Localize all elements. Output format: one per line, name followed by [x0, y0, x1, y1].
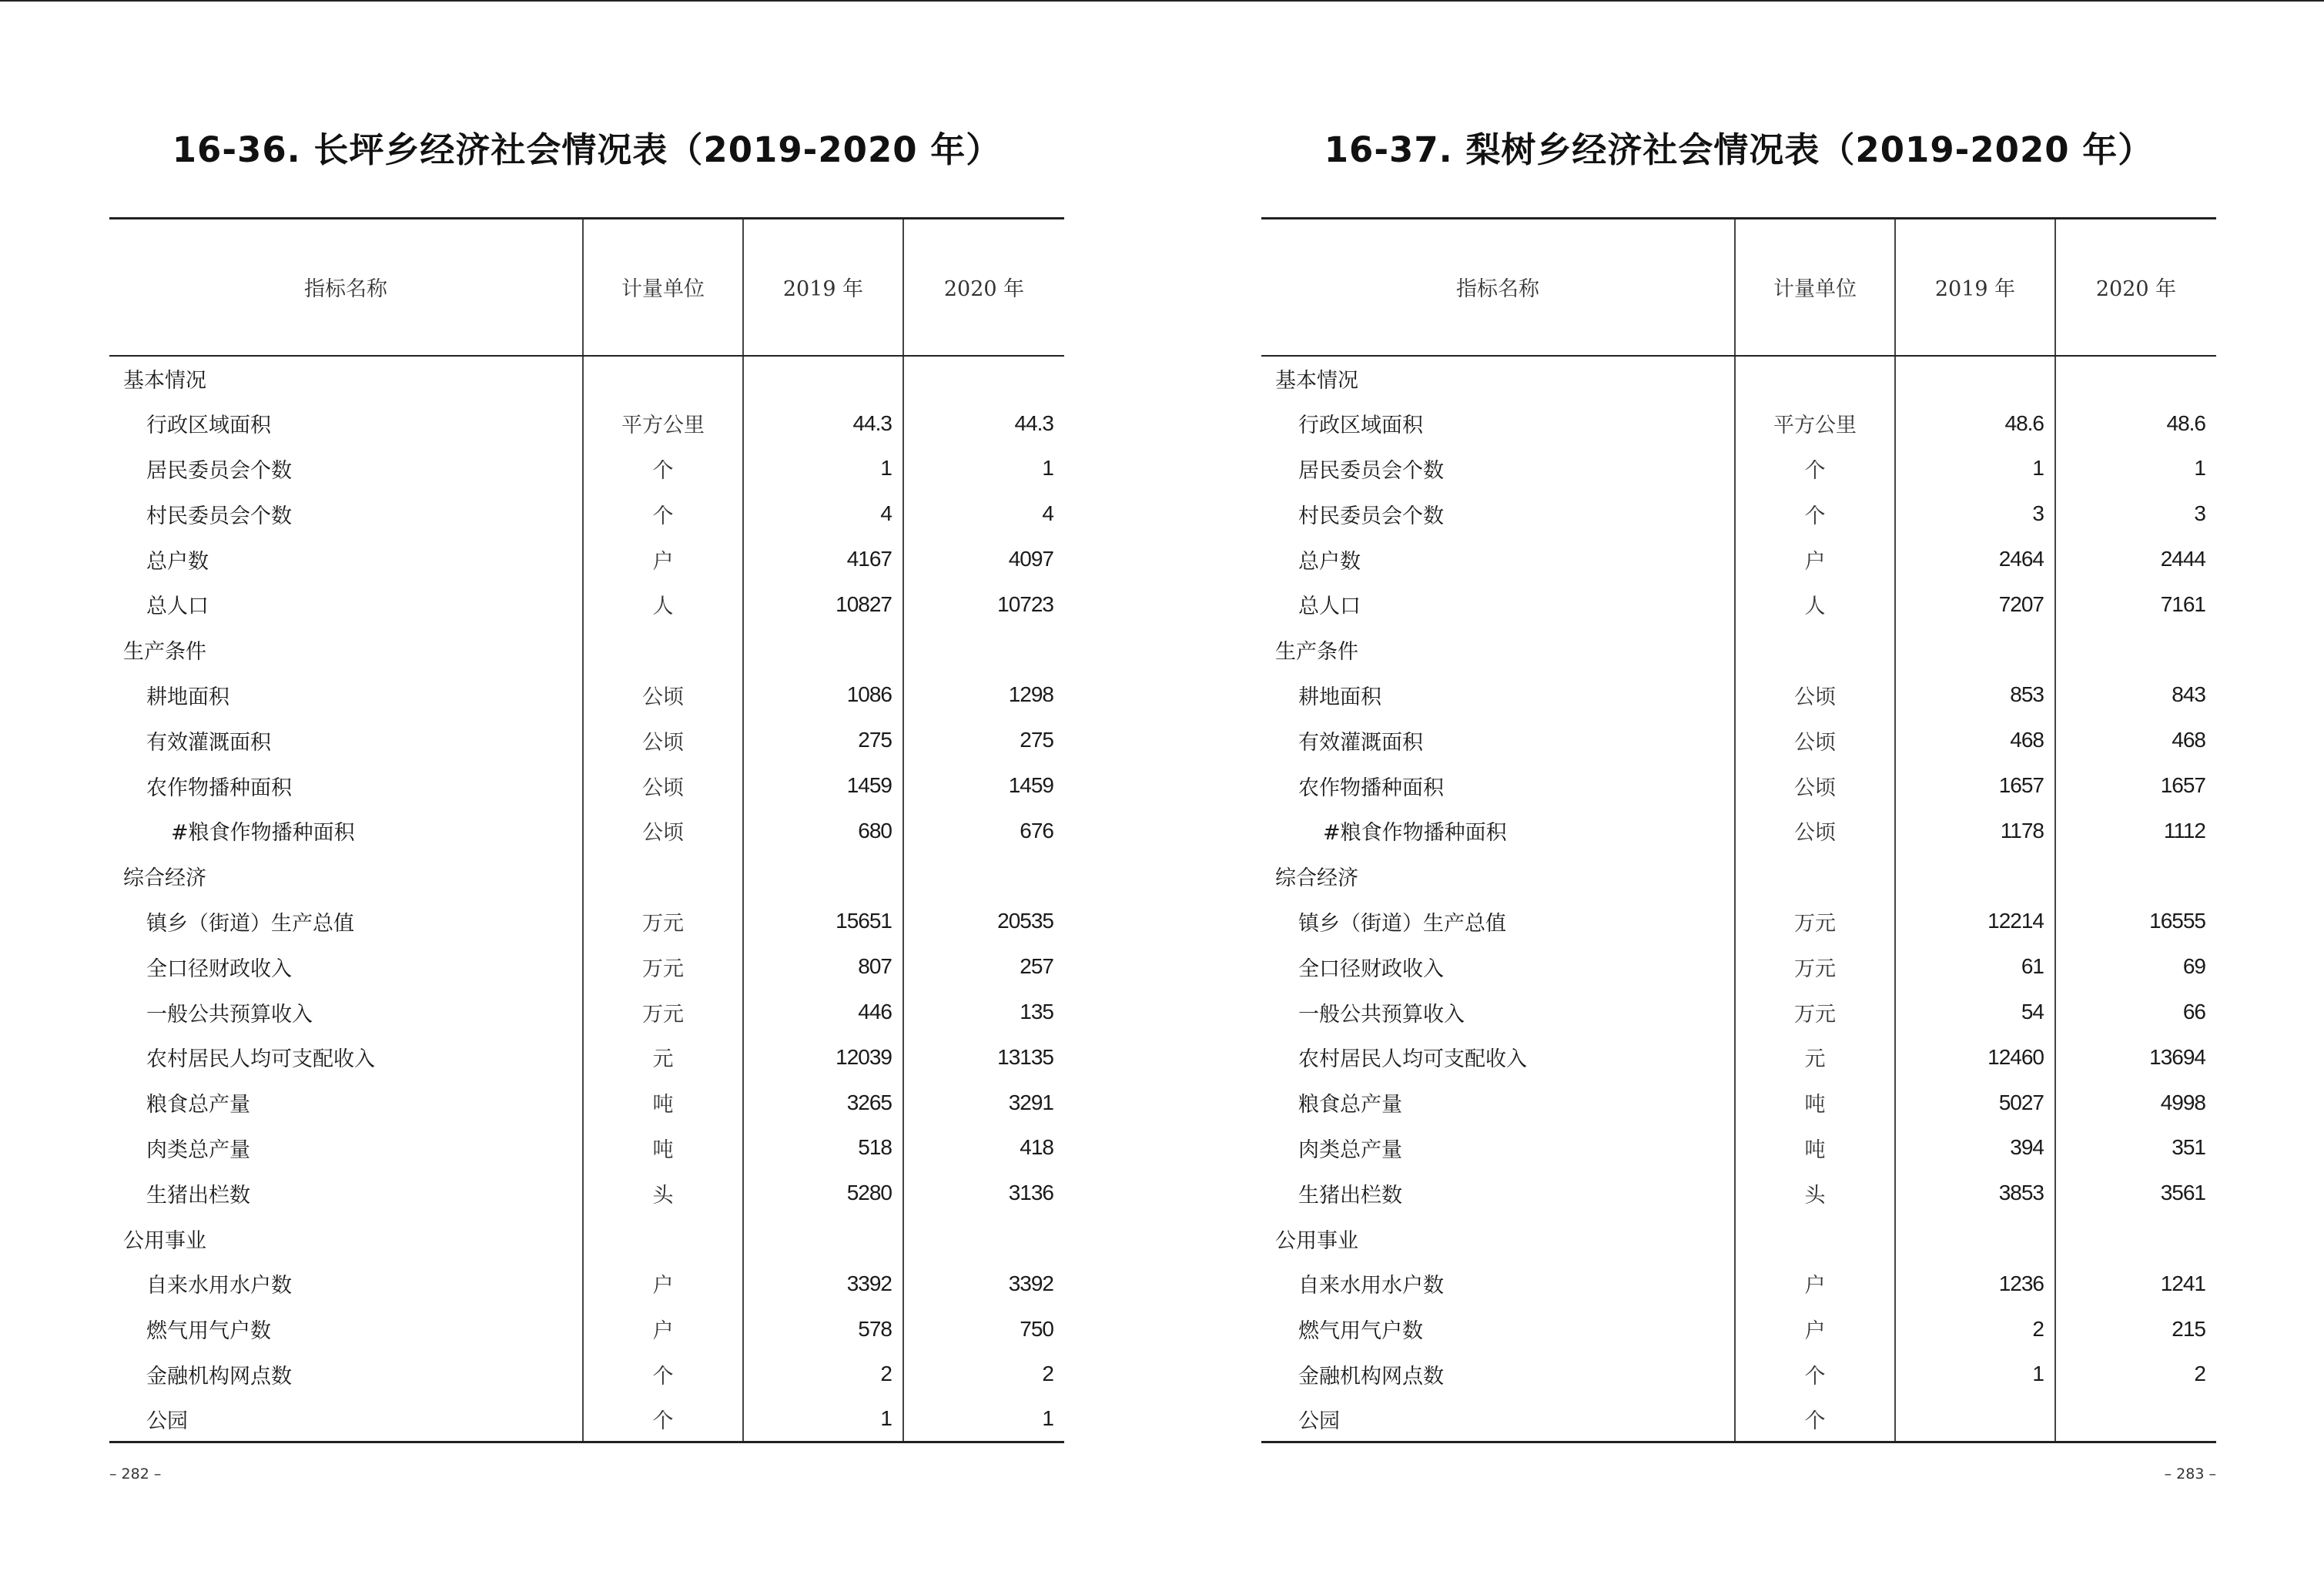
value-2020-cell — [2055, 356, 2216, 401]
indicator-name-cell: 燃气用气户数 — [1298, 1319, 1423, 1344]
value-2019-cell: 853 — [1895, 672, 2055, 718]
table-row — [109, 356, 1064, 401]
unit-cell: 头 — [583, 1171, 743, 1216]
indicator-name-cell: #粮食作物播种面积 — [1323, 821, 1507, 846]
table-row — [1261, 763, 2216, 809]
header-indicator-name: 指标名称 — [1261, 219, 1735, 356]
table-header-row — [1261, 219, 2216, 356]
unit-cell: 万元 — [1735, 990, 1895, 1035]
unit-cell: 公顷 — [583, 808, 743, 853]
indicator-name-cell: 金融机构网点数 — [146, 1364, 292, 1389]
value-2019-cell: 4 — [743, 491, 903, 537]
table-row — [109, 400, 1064, 446]
value-2019-cell: 12460 — [1895, 1034, 2055, 1080]
header-unit: 计量单位 — [1735, 219, 1895, 356]
unit-cell: 户 — [583, 1306, 743, 1352]
indicator-name-cell: 耕地面积 — [1298, 685, 1381, 709]
value-2020-cell: 1 — [2055, 446, 2216, 491]
table-row — [109, 672, 1064, 718]
value-2019-cell — [1895, 627, 2055, 672]
table-row — [109, 446, 1064, 491]
value-2020-cell: 843 — [2055, 672, 2216, 718]
value-2019-cell — [1895, 356, 2055, 401]
indicator-name-cell: 生猪出栏数 — [146, 1183, 250, 1208]
value-2019-cell: 44.3 — [743, 400, 903, 446]
value-2019-cell: 10827 — [743, 581, 903, 627]
unit-cell: 公顷 — [583, 763, 743, 809]
table-row — [109, 808, 1064, 853]
indicator-name-cell: 总户数 — [146, 549, 209, 574]
table-row — [1261, 672, 2216, 718]
value-2020-cell: 750 — [903, 1306, 1064, 1352]
statistics-table-container — [109, 217, 1064, 1443]
unit-cell: 头 — [1735, 1171, 1895, 1216]
unit-cell: 人 — [583, 581, 743, 627]
unit-cell: 公顷 — [1735, 808, 1895, 853]
table-row — [1261, 581, 2216, 627]
table-row — [109, 763, 1064, 809]
table-row — [1261, 1352, 2216, 1397]
value-2020-cell: 13694 — [2055, 1034, 2216, 1080]
unit-cell — [583, 1216, 743, 1261]
table-row — [1261, 400, 2216, 446]
value-2020-cell — [2055, 1216, 2216, 1261]
value-2019-cell: 1178 — [1895, 808, 2055, 853]
value-2019-cell: 446 — [743, 990, 903, 1035]
value-2019-cell: 807 — [743, 944, 903, 990]
indicator-name-cell: 镇乡（街道）生产总值 — [1298, 911, 1506, 936]
unit-cell: 公顷 — [583, 718, 743, 763]
value-2020-cell: 3291 — [903, 1080, 1064, 1125]
table-body — [1261, 356, 2216, 1442]
value-2019-cell: 54 — [1895, 990, 2055, 1035]
unit-cell: 吨 — [583, 1125, 743, 1171]
unit-cell: 个 — [1735, 1397, 1895, 1442]
indicator-name-cell: 行政区域面积 — [1298, 414, 1423, 438]
unit-cell: 万元 — [583, 990, 743, 1035]
value-2019-cell — [743, 627, 903, 672]
value-2020-cell — [903, 853, 1064, 899]
table-row — [1261, 491, 2216, 537]
indicator-name-cell: 有效灌溉面积 — [1298, 730, 1423, 755]
value-2020-cell: 1241 — [2055, 1261, 2216, 1306]
unit-cell — [1735, 1216, 1895, 1261]
indicator-name-cell: 农作物播种面积 — [146, 776, 292, 800]
unit-cell: 户 — [583, 537, 743, 582]
table-row — [1261, 1125, 2216, 1171]
table-row — [1261, 1397, 2216, 1442]
indicator-name-cell: 燃气用气户数 — [146, 1319, 271, 1344]
table-row — [1261, 944, 2216, 990]
header-year-2019: 2019 年 — [1895, 219, 2055, 356]
unit-cell: 户 — [583, 1261, 743, 1306]
indicator-name-cell: 综合经济 — [1275, 866, 1358, 891]
indicator-name-cell: 村民委员会个数 — [146, 504, 292, 528]
value-2020-cell: 10723 — [903, 581, 1064, 627]
indicator-name-cell: 公园 — [109, 1397, 583, 1442]
value-2019-cell: 12214 — [1895, 899, 2055, 944]
value-2020-cell: 16555 — [2055, 899, 2216, 944]
value-2020-cell: 4998 — [2055, 1080, 2216, 1125]
unit-cell: 人 — [1735, 581, 1895, 627]
unit-cell — [583, 627, 743, 672]
value-2019-cell: 275 — [743, 718, 903, 763]
table-row — [109, 944, 1064, 990]
value-2020-cell: 1112 — [2055, 808, 2216, 853]
indicator-name-cell: 粮食总产量 — [1298, 1093, 1402, 1117]
value-2019-cell: 3265 — [743, 1080, 903, 1125]
value-2020-cell: 275 — [903, 718, 1064, 763]
value-2019-cell — [1895, 853, 2055, 899]
value-2020-cell — [2055, 1397, 2216, 1442]
value-2020-cell: 1298 — [903, 672, 1064, 718]
indicator-name-cell: 肉类总产量 — [146, 1137, 250, 1162]
indicator-name-cell: 村民委员会个数 — [1298, 504, 1444, 528]
value-2019-cell: 1657 — [1895, 763, 2055, 809]
value-2020-cell: 351 — [2055, 1125, 2216, 1171]
value-2019-cell: 578 — [743, 1306, 903, 1352]
table-row — [109, 1171, 1064, 1216]
indicator-name-cell: 耕地面积 — [146, 685, 229, 709]
indicator-name-cell: 生产条件 — [1275, 640, 1358, 665]
left-page — [109, 0, 1064, 1588]
indicator-name-cell: #粮食作物播种面积 — [171, 821, 355, 846]
indicator-name-cell: 总人口 — [1298, 595, 1361, 619]
unit-cell: 万元 — [1735, 899, 1895, 944]
table-row — [1261, 1216, 2216, 1261]
page-number: – 282 – — [109, 1466, 162, 1482]
indicator-name-cell: 基本情况 — [1275, 368, 1358, 393]
value-2019-cell — [743, 1216, 903, 1261]
unit-cell: 户 — [1735, 1306, 1895, 1352]
unit-cell: 万元 — [1735, 944, 1895, 990]
unit-cell — [1735, 356, 1895, 401]
indicator-name-cell: 公园 — [1261, 1397, 1735, 1442]
indicator-name-cell: 农作物播种面积 — [1298, 776, 1444, 800]
unit-cell: 公顷 — [583, 672, 743, 718]
table-row — [1261, 990, 2216, 1035]
table-row — [1261, 537, 2216, 582]
header-indicator-name: 指标名称 — [109, 219, 583, 356]
value-2020-cell: 4 — [903, 491, 1064, 537]
value-2020-cell — [903, 1216, 1064, 1261]
table-row — [1261, 1306, 2216, 1352]
unit-cell: 公顷 — [1735, 672, 1895, 718]
unit-cell — [1735, 853, 1895, 899]
unit-cell: 个 — [583, 1352, 743, 1397]
value-2019-cell: 2 — [743, 1352, 903, 1397]
value-2019-cell: 15651 — [743, 899, 903, 944]
value-2019-cell: 3 — [1895, 491, 2055, 537]
right-page — [1261, 0, 2216, 1588]
statistics-table — [109, 217, 1064, 1443]
table-row — [1261, 446, 2216, 491]
unit-cell: 公顷 — [1735, 718, 1895, 763]
table-row — [109, 1216, 1064, 1261]
indicator-name-cell: 公用事业 — [123, 1228, 206, 1253]
unit-cell: 万元 — [583, 899, 743, 944]
unit-cell: 个 — [583, 446, 743, 491]
unit-cell — [1735, 627, 1895, 672]
indicator-name-cell: 镇乡（街道）生产总值 — [146, 911, 354, 936]
statistics-table-container — [1261, 217, 2216, 1443]
value-2020-cell — [903, 356, 1064, 401]
value-2020-cell: 48.6 — [2055, 400, 2216, 446]
value-2020-cell: 2444 — [2055, 537, 2216, 582]
unit-cell: 吨 — [583, 1080, 743, 1125]
table-row — [109, 1352, 1064, 1397]
value-2019-cell: 1 — [1895, 1352, 2055, 1397]
indicator-name-cell: 行政区域面积 — [146, 414, 271, 438]
table-row — [109, 1261, 1064, 1306]
value-2019-cell: 61 — [1895, 944, 2055, 990]
unit-cell: 个 — [583, 491, 743, 537]
table-row — [1261, 1171, 2216, 1216]
value-2020-cell: 2 — [903, 1352, 1064, 1397]
table-row — [109, 990, 1064, 1035]
value-2019-cell: 5027 — [1895, 1080, 2055, 1125]
value-2020-cell: 215 — [2055, 1306, 2216, 1352]
unit-cell — [583, 853, 743, 899]
value-2020-cell — [2055, 853, 2216, 899]
value-2020-cell: 1 — [903, 446, 1064, 491]
value-2020-cell: 257 — [903, 944, 1064, 990]
table-row — [109, 1034, 1064, 1080]
unit-cell: 个 — [583, 1397, 743, 1442]
value-2020-cell: 135 — [903, 990, 1064, 1035]
table-row — [1261, 1080, 2216, 1125]
indicator-name-cell: 一般公共预算收入 — [146, 1002, 313, 1027]
indicator-name-cell: 全口径财政收入 — [1298, 956, 1444, 981]
value-2019-cell: 7207 — [1895, 581, 2055, 627]
table-row — [1261, 356, 2216, 401]
value-2019-cell: 3853 — [1895, 1171, 2055, 1216]
indicator-name-cell: 生猪出栏数 — [1298, 1183, 1402, 1208]
value-2019-cell: 3392 — [743, 1261, 903, 1306]
table-row — [109, 1080, 1064, 1125]
indicator-name-cell: 居民委员会个数 — [1298, 458, 1444, 483]
value-2020-cell: 69 — [2055, 944, 2216, 990]
indicator-name-cell: 自来水用水户数 — [1298, 1274, 1444, 1298]
table-row — [1261, 853, 2216, 899]
table-row — [109, 718, 1064, 763]
value-2019-cell — [743, 853, 903, 899]
table-row — [1261, 1034, 2216, 1080]
indicator-name-cell: 居民委员会个数 — [146, 458, 292, 483]
value-2019-cell: 1 — [743, 1397, 903, 1442]
value-2019-cell: 1459 — [743, 763, 903, 809]
value-2020-cell: 2 — [2055, 1352, 2216, 1397]
value-2020-cell: 66 — [2055, 990, 2216, 1035]
value-2020-cell: 1459 — [903, 763, 1064, 809]
value-2020-cell — [903, 627, 1064, 672]
table-header-row — [109, 219, 1064, 356]
header-unit: 计量单位 — [583, 219, 743, 356]
header-year-2019: 2019 年 — [743, 219, 903, 356]
unit-cell: 万元 — [583, 944, 743, 990]
value-2020-cell: 468 — [2055, 718, 2216, 763]
page-title: 16-36. 长坪乡经济社会情况表（2019-2020 年） — [172, 129, 1002, 170]
indicator-name-cell: 基本情况 — [123, 368, 206, 393]
table-row — [1261, 1261, 2216, 1306]
page-title: 16-37. 梨树乡经济社会情况表（2019-2020 年） — [1324, 129, 2154, 170]
value-2020-cell: 3392 — [903, 1261, 1064, 1306]
value-2020-cell: 418 — [903, 1125, 1064, 1171]
indicator-name-cell: 自来水用水户数 — [146, 1274, 292, 1298]
indicator-name-cell: 公用事业 — [1275, 1228, 1358, 1253]
value-2020-cell: 13135 — [903, 1034, 1064, 1080]
unit-cell: 元 — [1735, 1034, 1895, 1080]
value-2019-cell: 4167 — [743, 537, 903, 582]
unit-cell — [583, 356, 743, 401]
indicator-name-cell: 全口径财政收入 — [146, 956, 292, 981]
unit-cell: 个 — [1735, 491, 1895, 537]
value-2019-cell: 1086 — [743, 672, 903, 718]
unit-cell: 吨 — [1735, 1080, 1895, 1125]
value-2019-cell: 1236 — [1895, 1261, 2055, 1306]
indicator-name-cell: 农村居民人均可支配收入 — [146, 1047, 375, 1072]
value-2020-cell: 676 — [903, 808, 1064, 853]
table-row — [109, 537, 1064, 582]
table-body — [109, 356, 1064, 1442]
value-2019-cell: 468 — [1895, 718, 2055, 763]
table-row — [109, 491, 1064, 537]
indicator-name-cell: 总人口 — [146, 595, 209, 619]
value-2020-cell: 4097 — [903, 537, 1064, 582]
value-2019-cell: 1 — [743, 446, 903, 491]
header-year-2020: 2020 年 — [903, 219, 1064, 356]
statistics-table — [1261, 217, 2216, 1443]
value-2019-cell: 394 — [1895, 1125, 2055, 1171]
table-row — [1261, 627, 2216, 672]
indicator-name-cell: 肉类总产量 — [1298, 1137, 1402, 1162]
value-2019-cell: 5280 — [743, 1171, 903, 1216]
indicator-name-cell: 总户数 — [1298, 549, 1361, 574]
value-2020-cell: 3561 — [2055, 1171, 2216, 1216]
value-2019-cell: 2464 — [1895, 537, 2055, 582]
table-row — [109, 853, 1064, 899]
value-2019-cell — [1895, 1216, 2055, 1261]
unit-cell: 元 — [583, 1034, 743, 1080]
value-2020-cell — [2055, 627, 2216, 672]
value-2019-cell: 12039 — [743, 1034, 903, 1080]
value-2020-cell: 3 — [2055, 491, 2216, 537]
value-2019-cell: 2 — [1895, 1306, 2055, 1352]
value-2019-cell — [743, 356, 903, 401]
unit-cell: 平方公里 — [1735, 400, 1895, 446]
table-row — [1261, 808, 2216, 853]
indicator-name-cell: 有效灌溉面积 — [146, 730, 271, 755]
value-2020-cell: 20535 — [903, 899, 1064, 944]
value-2019-cell: 1 — [1895, 446, 2055, 491]
table-row — [1261, 718, 2216, 763]
header-year-2020: 2020 年 — [2055, 219, 2216, 356]
indicator-name-cell: 一般公共预算收入 — [1298, 1002, 1465, 1027]
value-2020-cell: 1657 — [2055, 763, 2216, 809]
indicator-name-cell: 农村居民人均可支配收入 — [1298, 1047, 1527, 1072]
unit-cell: 公顷 — [1735, 763, 1895, 809]
value-2020-cell: 3136 — [903, 1171, 1064, 1216]
table-row — [109, 627, 1064, 672]
value-2019-cell — [1895, 1397, 2055, 1442]
table-row — [109, 1306, 1064, 1352]
indicator-name-cell: 金融机构网点数 — [1298, 1364, 1444, 1389]
indicator-name-cell: 粮食总产量 — [146, 1093, 250, 1117]
value-2019-cell: 518 — [743, 1125, 903, 1171]
unit-cell: 户 — [1735, 1261, 1895, 1306]
unit-cell: 吨 — [1735, 1125, 1895, 1171]
value-2020-cell: 44.3 — [903, 400, 1064, 446]
page-number: – 283 – — [2164, 1466, 2216, 1482]
value-2020-cell: 7161 — [2055, 581, 2216, 627]
unit-cell: 个 — [1735, 446, 1895, 491]
unit-cell: 平方公里 — [583, 400, 743, 446]
indicator-name-cell: 综合经济 — [123, 866, 206, 891]
table-row — [1261, 899, 2216, 944]
table-row — [109, 581, 1064, 627]
value-2019-cell: 680 — [743, 808, 903, 853]
table-row — [109, 1397, 1064, 1442]
indicator-name-cell: 生产条件 — [123, 640, 206, 665]
value-2019-cell: 48.6 — [1895, 400, 2055, 446]
unit-cell: 户 — [1735, 537, 1895, 582]
table-row — [109, 899, 1064, 944]
unit-cell: 个 — [1735, 1352, 1895, 1397]
value-2020-cell: 1 — [903, 1397, 1064, 1442]
table-row — [109, 1125, 1064, 1171]
